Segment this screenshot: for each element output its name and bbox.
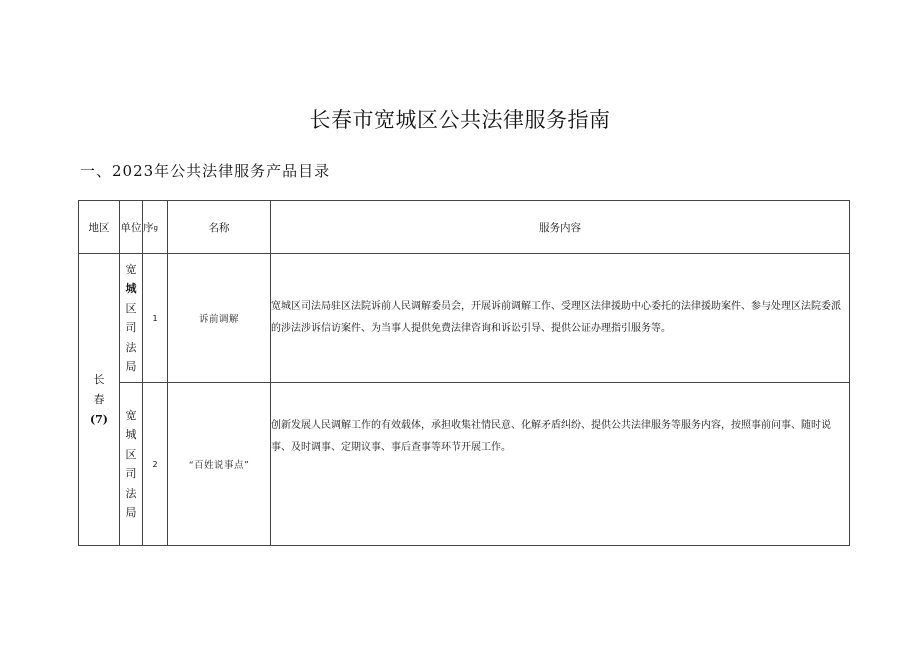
table-row [79,254,850,383]
region-count: (7) [89,412,109,426]
unit-char: 法 [125,340,137,354]
header-seq [143,201,168,254]
page-title: 长春市宽城区公共法律服务指南 [309,108,611,132]
table-header-row [79,201,850,254]
unit-char: 局 [125,360,137,373]
unit-char: 司 [125,321,137,334]
unit-char: 宽 [125,408,137,422]
unit-char: 宽 [125,262,137,276]
unit-cell [120,254,143,383]
header-seq-label: 序 [143,221,154,234]
region-cell [79,254,120,546]
unit-char: 法 [125,486,137,500]
header-content: 服务内容 [271,201,850,254]
seq-cell: 2 [143,383,168,546]
region-name-line1: 长 [93,372,105,386]
unit-char: 城 [125,428,137,441]
unit-char: 区 [125,447,137,461]
section-heading: 一、2023年公共法律服务产品目录 [80,162,331,180]
table-row [79,383,850,546]
header-unit: 单位 [120,201,143,254]
unit-cell [120,383,143,546]
service-name: 诉前调解 [168,254,271,383]
unit-char: 局 [125,506,137,519]
service-name: “百姓说事点” [168,383,271,546]
header-region: 地区 [79,201,120,254]
service-content: 创新发展人民调解工作的有效载体，承担收集社情民意、化解矛盾纠纷、提供公共法律服务等服务内容，按照事前问事、随时说事、及时调事、定期议事、事后查事等环节开展工作。 [271,383,850,546]
header-name: 名称 [168,201,271,254]
header-seq-suffix: g [153,223,158,232]
service-catalog-table [78,200,850,546]
seq-cell: 1 [143,254,168,383]
region-name-line2: 春 [93,392,105,406]
unit-char: 司 [125,467,137,480]
service-content: 宽城区司法局驻区法院诉前人民调解委员会，开展诉前调解工作、受理区法律援助中心委托的法律援助案件、参与处理区法院委派的涉法涉诉信访案件、为当事人提供免费法律咨询和诉讼引导、提供公证办理指引服务等。 [271,254,850,383]
unit-char: 区 [125,301,137,315]
unit-char: 城 [125,282,137,295]
